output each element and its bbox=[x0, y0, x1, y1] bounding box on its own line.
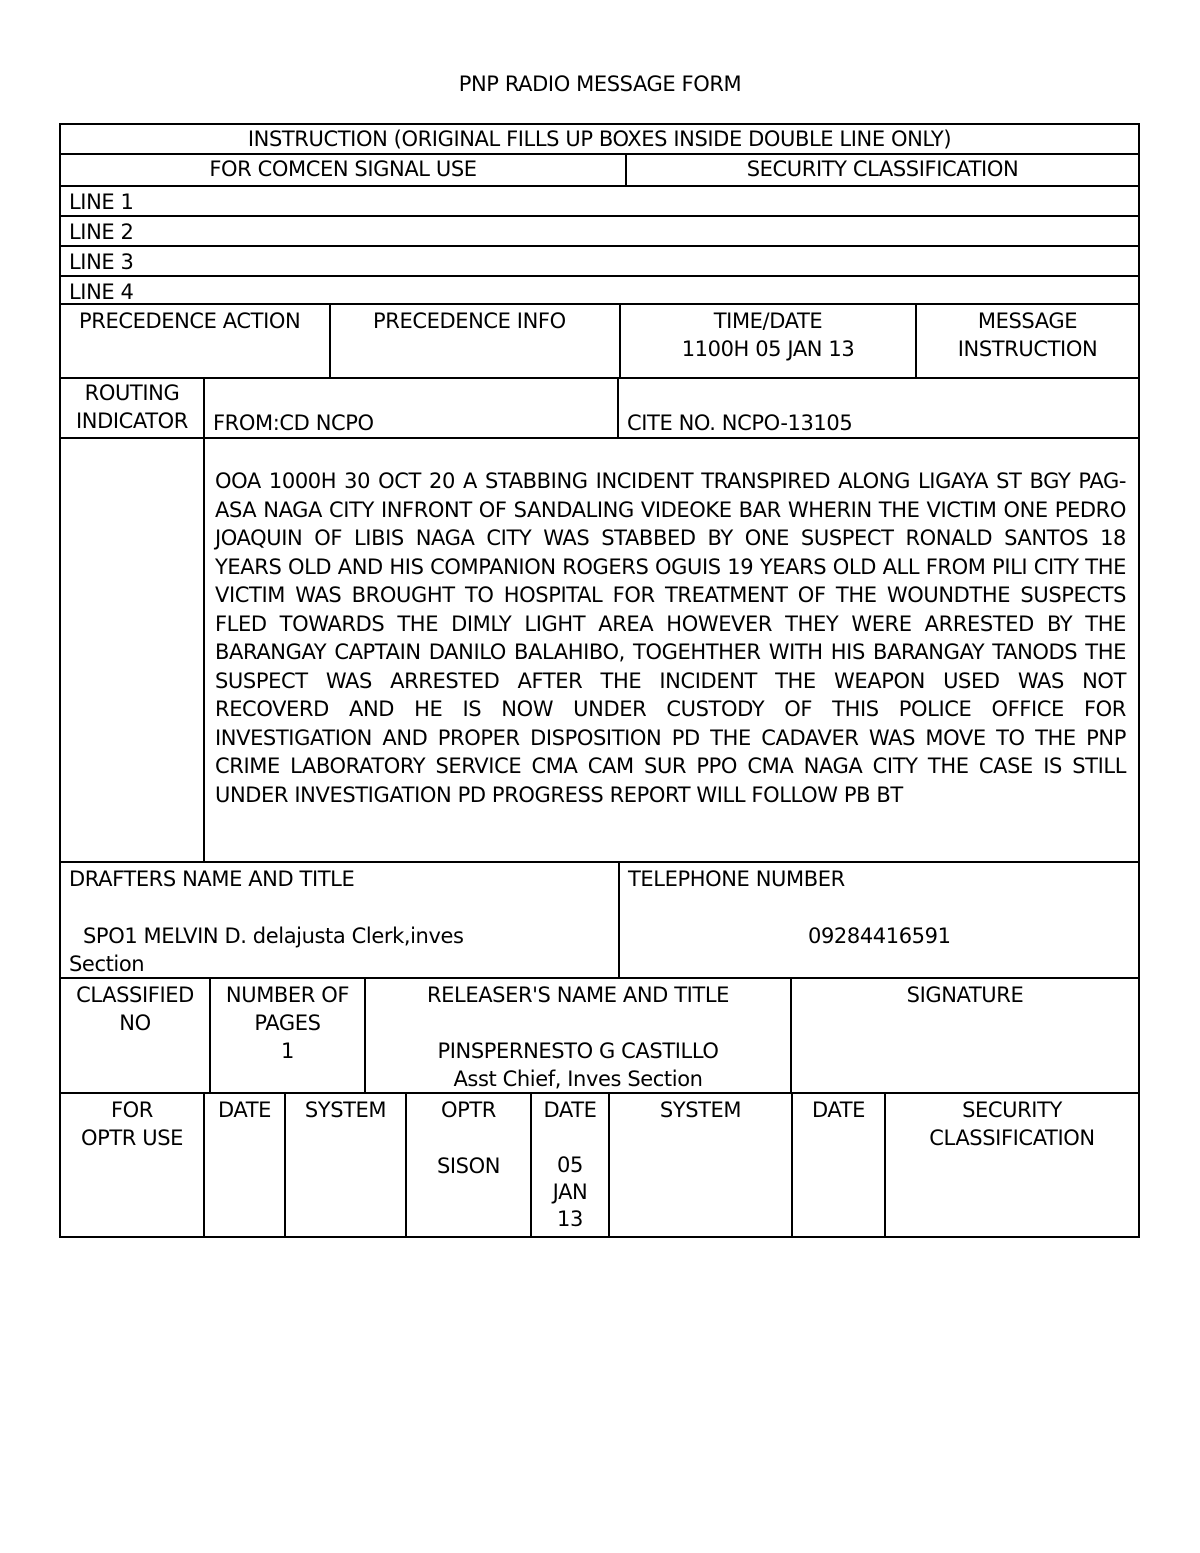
date-2-value: 05 JAN 13 bbox=[552, 1153, 588, 1231]
precedence-row bbox=[61, 305, 1138, 379]
number-of-pages-value: 1 bbox=[281, 1039, 294, 1063]
routing-indicator-label: ROUTING INDICATOR bbox=[61, 379, 205, 437]
releaser-label: RELEASER'S NAME AND TITLE bbox=[426, 983, 730, 1007]
from-value: FROM:CD NCPO bbox=[205, 379, 619, 437]
line-2-label: LINE 2 bbox=[69, 220, 134, 244]
security-classification-label: SECURITY CLASSIFICATION bbox=[746, 157, 1019, 181]
system-1-label: SYSTEM bbox=[286, 1094, 407, 1236]
releaser-cell bbox=[366, 979, 792, 1092]
optr-security-classification-label: SECURITY CLASSIFICATION bbox=[929, 1098, 1095, 1150]
instruction-text: INSTRUCTION (ORIGINAL FILLS UP BOXES INSIDE DOUBLE LINE ONLY) bbox=[247, 127, 952, 151]
line-1-label: LINE 1 bbox=[69, 190, 134, 214]
date-3-label: DATE bbox=[793, 1094, 886, 1236]
message-row bbox=[61, 439, 1138, 863]
time-date-label: TIME/DATE bbox=[713, 309, 823, 333]
drafter-cell bbox=[61, 863, 620, 977]
pages-cell bbox=[211, 979, 366, 1092]
message-body: OOA 1000H 30 OCT 20 A STABBING INCIDENT TRANSPIRED ALONG LIGAYA ST BGY PAG-ASA NAGA CITY INFRONT OF SANDALING VIDEOKE BAR WHERIN THE VICTIM ONE PEDRO JOAQUIN OF LIBIS NAGA CITY WAS STABBED BY ONE SUSPECT RONALD SANTOS 18 YEARS OLD AND HIS COMPANION ROGERS OGUIS 19 YEARS OLD ALL FROM PILI CITY THE VICTIM WAS BROUGHT TO HOSPITAL FOR TREATMENT OF THE WOUNDTHE SUSPECTS FLED TOWARDS THE DIMLY LIGHT AREA HOWEVER THEY WERE ARRESTED BY THE BARANGAY CAPTAIN DANILO BALAHIBO, TOGEHTHER WITH HIS BARANGAY TANODS THE SUSPECT WAS ARRESTED AFTER THE INCIDENT THE WEAPON USED WAS NOT RECOVERD AND HE IS NOW UNDER CUSTODY OF THIS POLICE OFFICE FOR INVESTIGATION AND PROPER DISPOSITION PD THE CADAVER WAS MOVE TO THE PNP CRIME LABORATORY SERVICE CMA CAM SUR PPO CMA NAGA CITY THE CASE IS STILL UNDER INVESTIGATION PD PROGRESS REPORT WILL FOLLOW PB BT bbox=[215, 469, 1126, 807]
routing-row bbox=[61, 379, 1138, 439]
optr-value: SISON bbox=[436, 1154, 501, 1178]
drafter-label: DRAFTERS NAME AND TITLE bbox=[69, 867, 355, 891]
signature-label: SIGNATURE bbox=[906, 983, 1024, 1007]
cite-number: CITE NO. NCPO-13105 bbox=[627, 411, 853, 435]
releaser-name: PINSPERNESTO G CASTILLO bbox=[437, 1039, 719, 1063]
precedence-action-label: PRECEDENCE ACTION bbox=[61, 305, 331, 377]
radio-message-form bbox=[59, 123, 1140, 1238]
drafter-section: Section bbox=[69, 952, 145, 976]
telephone-label: TELEPHONE NUMBER bbox=[628, 867, 845, 891]
instruction-row bbox=[61, 125, 1138, 155]
date-2-label: DATE bbox=[543, 1098, 597, 1122]
time-date-cell bbox=[621, 305, 917, 377]
date-1-label: DATE bbox=[205, 1094, 286, 1236]
telephone-number: 09284416591 bbox=[808, 924, 951, 948]
number-of-pages-label: NUMBER OF PAGES bbox=[225, 983, 350, 1035]
message-left-blank bbox=[61, 439, 205, 861]
releaser-row bbox=[61, 979, 1138, 1094]
for-optr-use-label: FOR OPTR USE bbox=[61, 1094, 205, 1236]
message-instruction-label: MESSAGE INSTRUCTION bbox=[957, 309, 1098, 361]
line-row-3 bbox=[61, 247, 1138, 277]
releaser-title: Asst Chief, Inves Section bbox=[453, 1067, 703, 1091]
classified-label: CLASSIFIED NO bbox=[61, 979, 211, 1092]
time-date-value: 1100H 05 JAN 13 bbox=[681, 337, 855, 361]
line-row-4 bbox=[61, 277, 1138, 305]
operator-row bbox=[61, 1094, 1138, 1236]
optr-cell bbox=[407, 1094, 532, 1236]
date-2-cell bbox=[532, 1094, 610, 1236]
form-title: PNP RADIO MESSAGE FORM bbox=[458, 72, 742, 96]
line-4-label: LINE 4 bbox=[69, 280, 134, 303]
signal-use-label: FOR COMCEN SIGNAL USE bbox=[61, 155, 627, 185]
optr-label: OPTR bbox=[440, 1098, 496, 1122]
line-row-2 bbox=[61, 217, 1138, 247]
line-3-label: LINE 3 bbox=[69, 250, 134, 274]
signal-row bbox=[61, 155, 1138, 187]
precedence-info-label: PRECEDENCE INFO bbox=[331, 305, 621, 377]
line-row-1 bbox=[61, 187, 1138, 217]
drafter-name: SPO1 MELVIN D. delajusta Clerk,inves bbox=[83, 924, 464, 948]
drafter-row bbox=[61, 863, 1138, 979]
system-2-label: SYSTEM bbox=[610, 1094, 793, 1236]
telephone-cell bbox=[620, 863, 1138, 977]
